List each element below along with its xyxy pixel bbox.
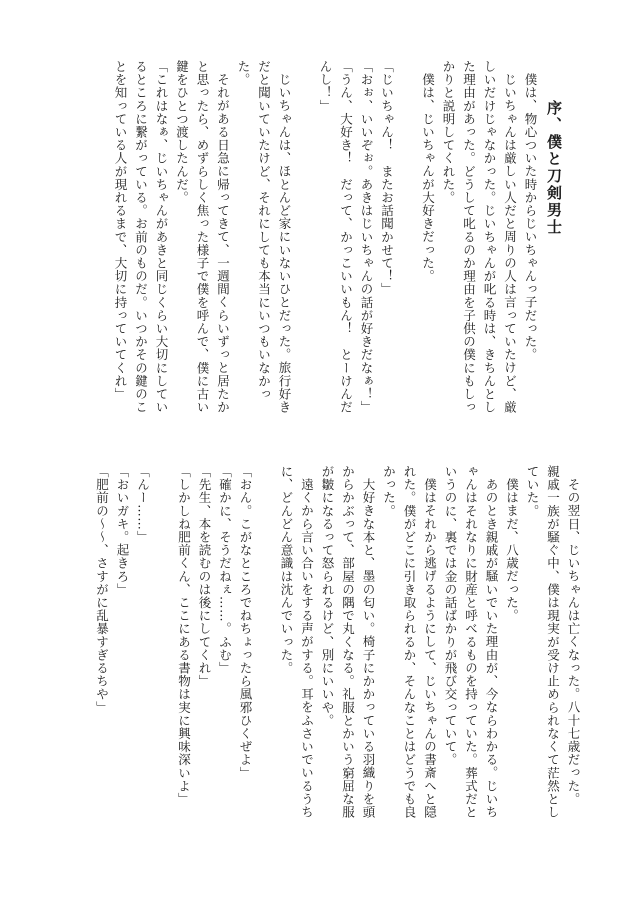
paragraph: 僕はそれから逃げるようにして、じいちゃんの書斎へと隠れた。僕がどこに引き取られるか、そんなことはどうでも良かった。	[381, 465, 438, 819]
chapter-title: 序、僕と刀剣男士	[545, 100, 563, 236]
dialogue-line: 「うん、大好き！ だって、かっこいいもん！ とーけんだんし！」	[318, 60, 354, 414]
paragraph: その翌日、じいちゃんは亡くなった。八十七歳だった。	[566, 477, 581, 805]
paragraph: 遠くから言い合いをする声がする。耳をふさいでいるうちに、どんどん意識は沈んでいった。	[279, 465, 315, 819]
paragraph: じいちゃんは、ほとんど家にいないひとだった。旅行好きだと聞いていたけど、それにしても本当にいつもいなかった。	[236, 60, 292, 414]
dialogue-line: 「先生、本を読むのは後にしてくれ」	[197, 465, 212, 688]
dialogue-line: 「んー……」	[135, 465, 151, 544]
paragraph: それがある日急に帰ってきて、一週間くらいずっと居たかと思ったら、めずらしく焦った様子で僕を呼んで、僕に古い鍵をひとつ渡したんだ。	[174, 60, 231, 414]
dialogue-line: 「おん。こがなところでねちょったら風邪ひくぜよ」	[238, 465, 253, 780]
scene-break	[397, 60, 418, 415]
dialogue-line: 「肥前の～～、さすがに乱暴すぎるちや」	[94, 465, 110, 714]
paragraph: 僕は、物心ついた時からじいちゃんっ子だった。	[523, 72, 538, 361]
upper-text-block	[110, 60, 541, 415]
scene-break	[255, 465, 276, 820]
paragraph: 僕はまだ、八歳だった。	[504, 477, 520, 622]
dialogue-line: 親戚一族が騒ぐ中、僕は現実が受け止められなくて茫然としていた。	[525, 465, 561, 819]
scene-break	[294, 60, 315, 415]
paragraph: 大好きな本と、墨の匂い。椅子にかかっている羽織りを頭からかぶって、部屋の隅で丸くなる。礼服とかいう窮屈な服が皺になるって怒られるけど、別にいいや。	[320, 465, 376, 819]
dialogue-line: 「確かに、そうだねぇ……。ふむ」	[217, 465, 233, 675]
dialogue-line: 「おぉ、いいぞぉ。あきはじいちゃんの話が好きだなぁ！」	[359, 60, 374, 414]
dialogue-line: 「じいちゃん！ またお話聞かせて！」	[379, 60, 395, 296]
paragraph: じいちゃんは厳しい人だと周りの人は言っていたけど、厳しいだけじゃなかった。じいちゃんが叱る時は、きちんとした理由があった。どうして叱るのか理由を子供の僕にもしっかりと説明してくれた。	[441, 60, 518, 414]
lower-text-block	[91, 465, 583, 820]
paragraph: あのとき親戚が騒いでいた理由が、今ならわかる。じいちゃんはそれなりに財産と呼べるものを持っていた。葬式だというのに、裏では金の話ばかりが飛び交っていて。	[443, 465, 499, 819]
scene-break	[153, 465, 174, 820]
paragraph: 僕は、じいちゃんが大好きだった。	[420, 72, 436, 283]
dialogue-line: 「おいガキ。起きろ」	[115, 465, 130, 596]
dialogue-line: 「しかしね肥前くん、ここにある書物は実に興味深いよ」	[176, 465, 192, 806]
dialogue-line: 「これはなぁ、じいちゃんがあきと同じくらい大切にしているところに繋がっている。お前のものだ。いつかその鍵のことを知っている人が現れるまで、大切に持っていてくれ」	[113, 60, 169, 414]
